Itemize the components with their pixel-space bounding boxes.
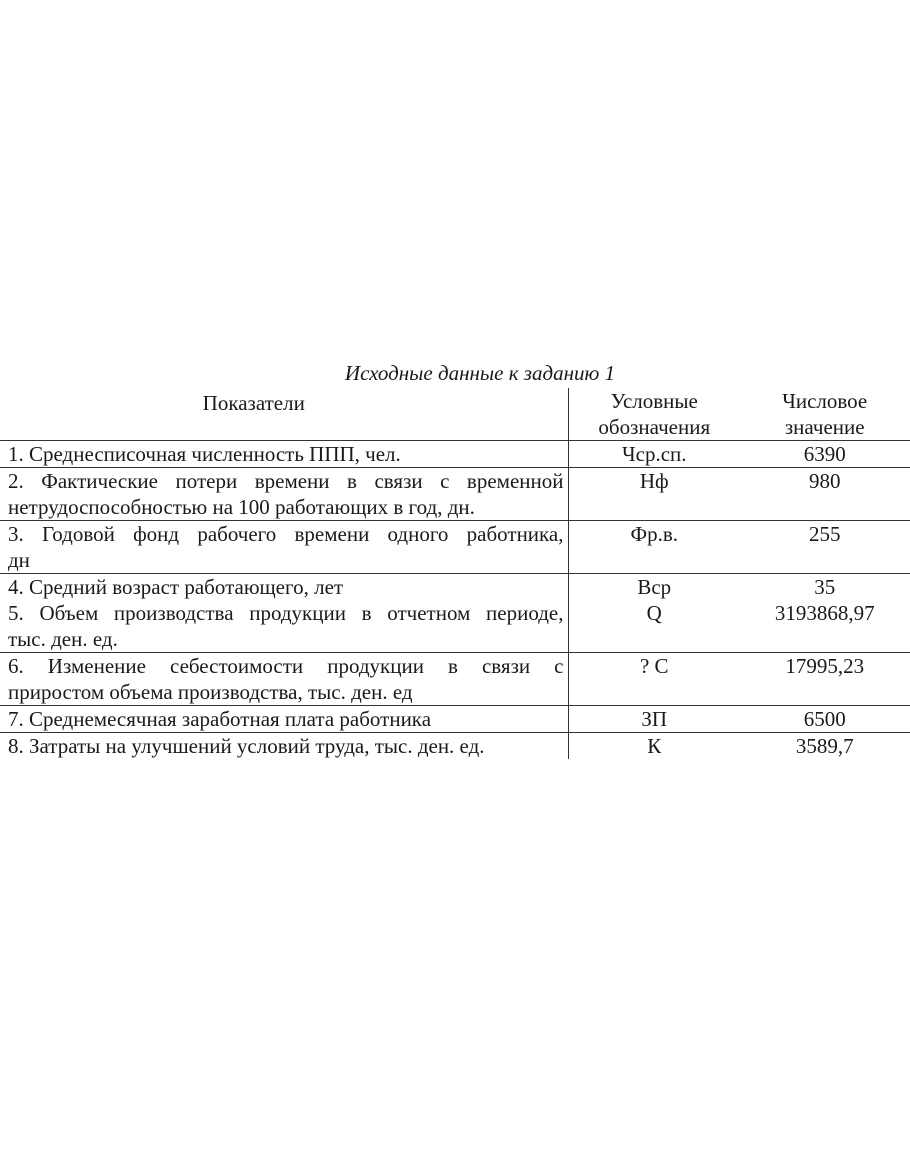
row-symbol: Чср.сп.: [568, 441, 740, 468]
row-indicator-line1: 5. Объем производства продукции в отчетном периоде,: [8, 601, 564, 625]
row-symbol: К: [568, 733, 740, 760]
row-value: 6390: [740, 441, 910, 468]
row-value: 6500: [740, 706, 910, 733]
row-symbol: ЗП: [568, 706, 740, 733]
source-data-table: [0, 388, 910, 759]
table-row: [0, 521, 910, 574]
row-value: 255: [740, 521, 910, 574]
row-indicator: [0, 441, 568, 468]
row-indicator-text: 8. Затраты на улучшений условий труда, тыс. ден. ед.: [8, 734, 485, 758]
row-value: 35: [740, 574, 910, 601]
header-value: [740, 388, 910, 441]
header-symbols-line1: Условные: [610, 389, 698, 413]
header-row: [0, 388, 910, 441]
row-indicator: [0, 600, 568, 653]
row-indicator-text: 7. Среднемесячная заработная плата работника: [8, 707, 432, 731]
row-symbol: Фр.в.: [568, 521, 740, 574]
table-row: [0, 733, 910, 760]
row-indicator-line2: приростом объема производства, тыс. ден. ед: [8, 680, 413, 704]
document: [0, 360, 910, 759]
row-indicator-line1: 2. Фактические потери времени в связи с временной: [8, 469, 564, 493]
row-indicator: [0, 706, 568, 733]
table-row: [0, 574, 910, 601]
row-value: 3589,7: [740, 733, 910, 760]
row-indicator-line2: нетрудоспособностью на 100 работающих в год, дн.: [8, 495, 475, 519]
row-indicator-line1: 6. Изменение себестоимости продукции в связи с: [8, 654, 564, 678]
table-row: [0, 600, 910, 653]
row-symbol: Q: [568, 600, 740, 653]
row-indicator: [0, 733, 568, 760]
table-row: [0, 468, 910, 521]
row-indicator-text: 4. Средний возраст работающего, лет: [8, 575, 344, 599]
row-indicator: [0, 521, 568, 574]
row-indicator: [0, 574, 568, 601]
row-indicator: [0, 653, 568, 706]
row-indicator-text: 1. Среднесписочная численность ППП, чел.: [8, 442, 401, 466]
row-value: 17995,23: [740, 653, 910, 706]
header-value-line1: Числовое: [782, 389, 868, 413]
header-symbols: [568, 388, 740, 441]
table-row: [0, 441, 910, 468]
table-caption: Исходные данные к заданию 1: [344, 361, 616, 385]
header-symbols-line2: обозначения: [598, 415, 711, 439]
row-indicator-line1: 3. Годовой фонд рабочего времени одного работника,: [8, 522, 564, 546]
row-indicator-line2: дн: [8, 548, 30, 572]
row-indicator-line2: тыс. ден. ед.: [8, 627, 118, 651]
row-symbol: ? С: [568, 653, 740, 706]
row-indicator: [0, 468, 568, 521]
table-row: [0, 706, 910, 733]
table-row: [0, 653, 910, 706]
row-value: 3193868,97: [740, 600, 910, 653]
header-indicators: Показатели: [0, 388, 568, 441]
row-symbol: Нф: [568, 468, 740, 521]
row-symbol: Вср: [568, 574, 740, 601]
header-value-line2: значение: [784, 415, 865, 439]
row-value: 980: [740, 468, 910, 521]
